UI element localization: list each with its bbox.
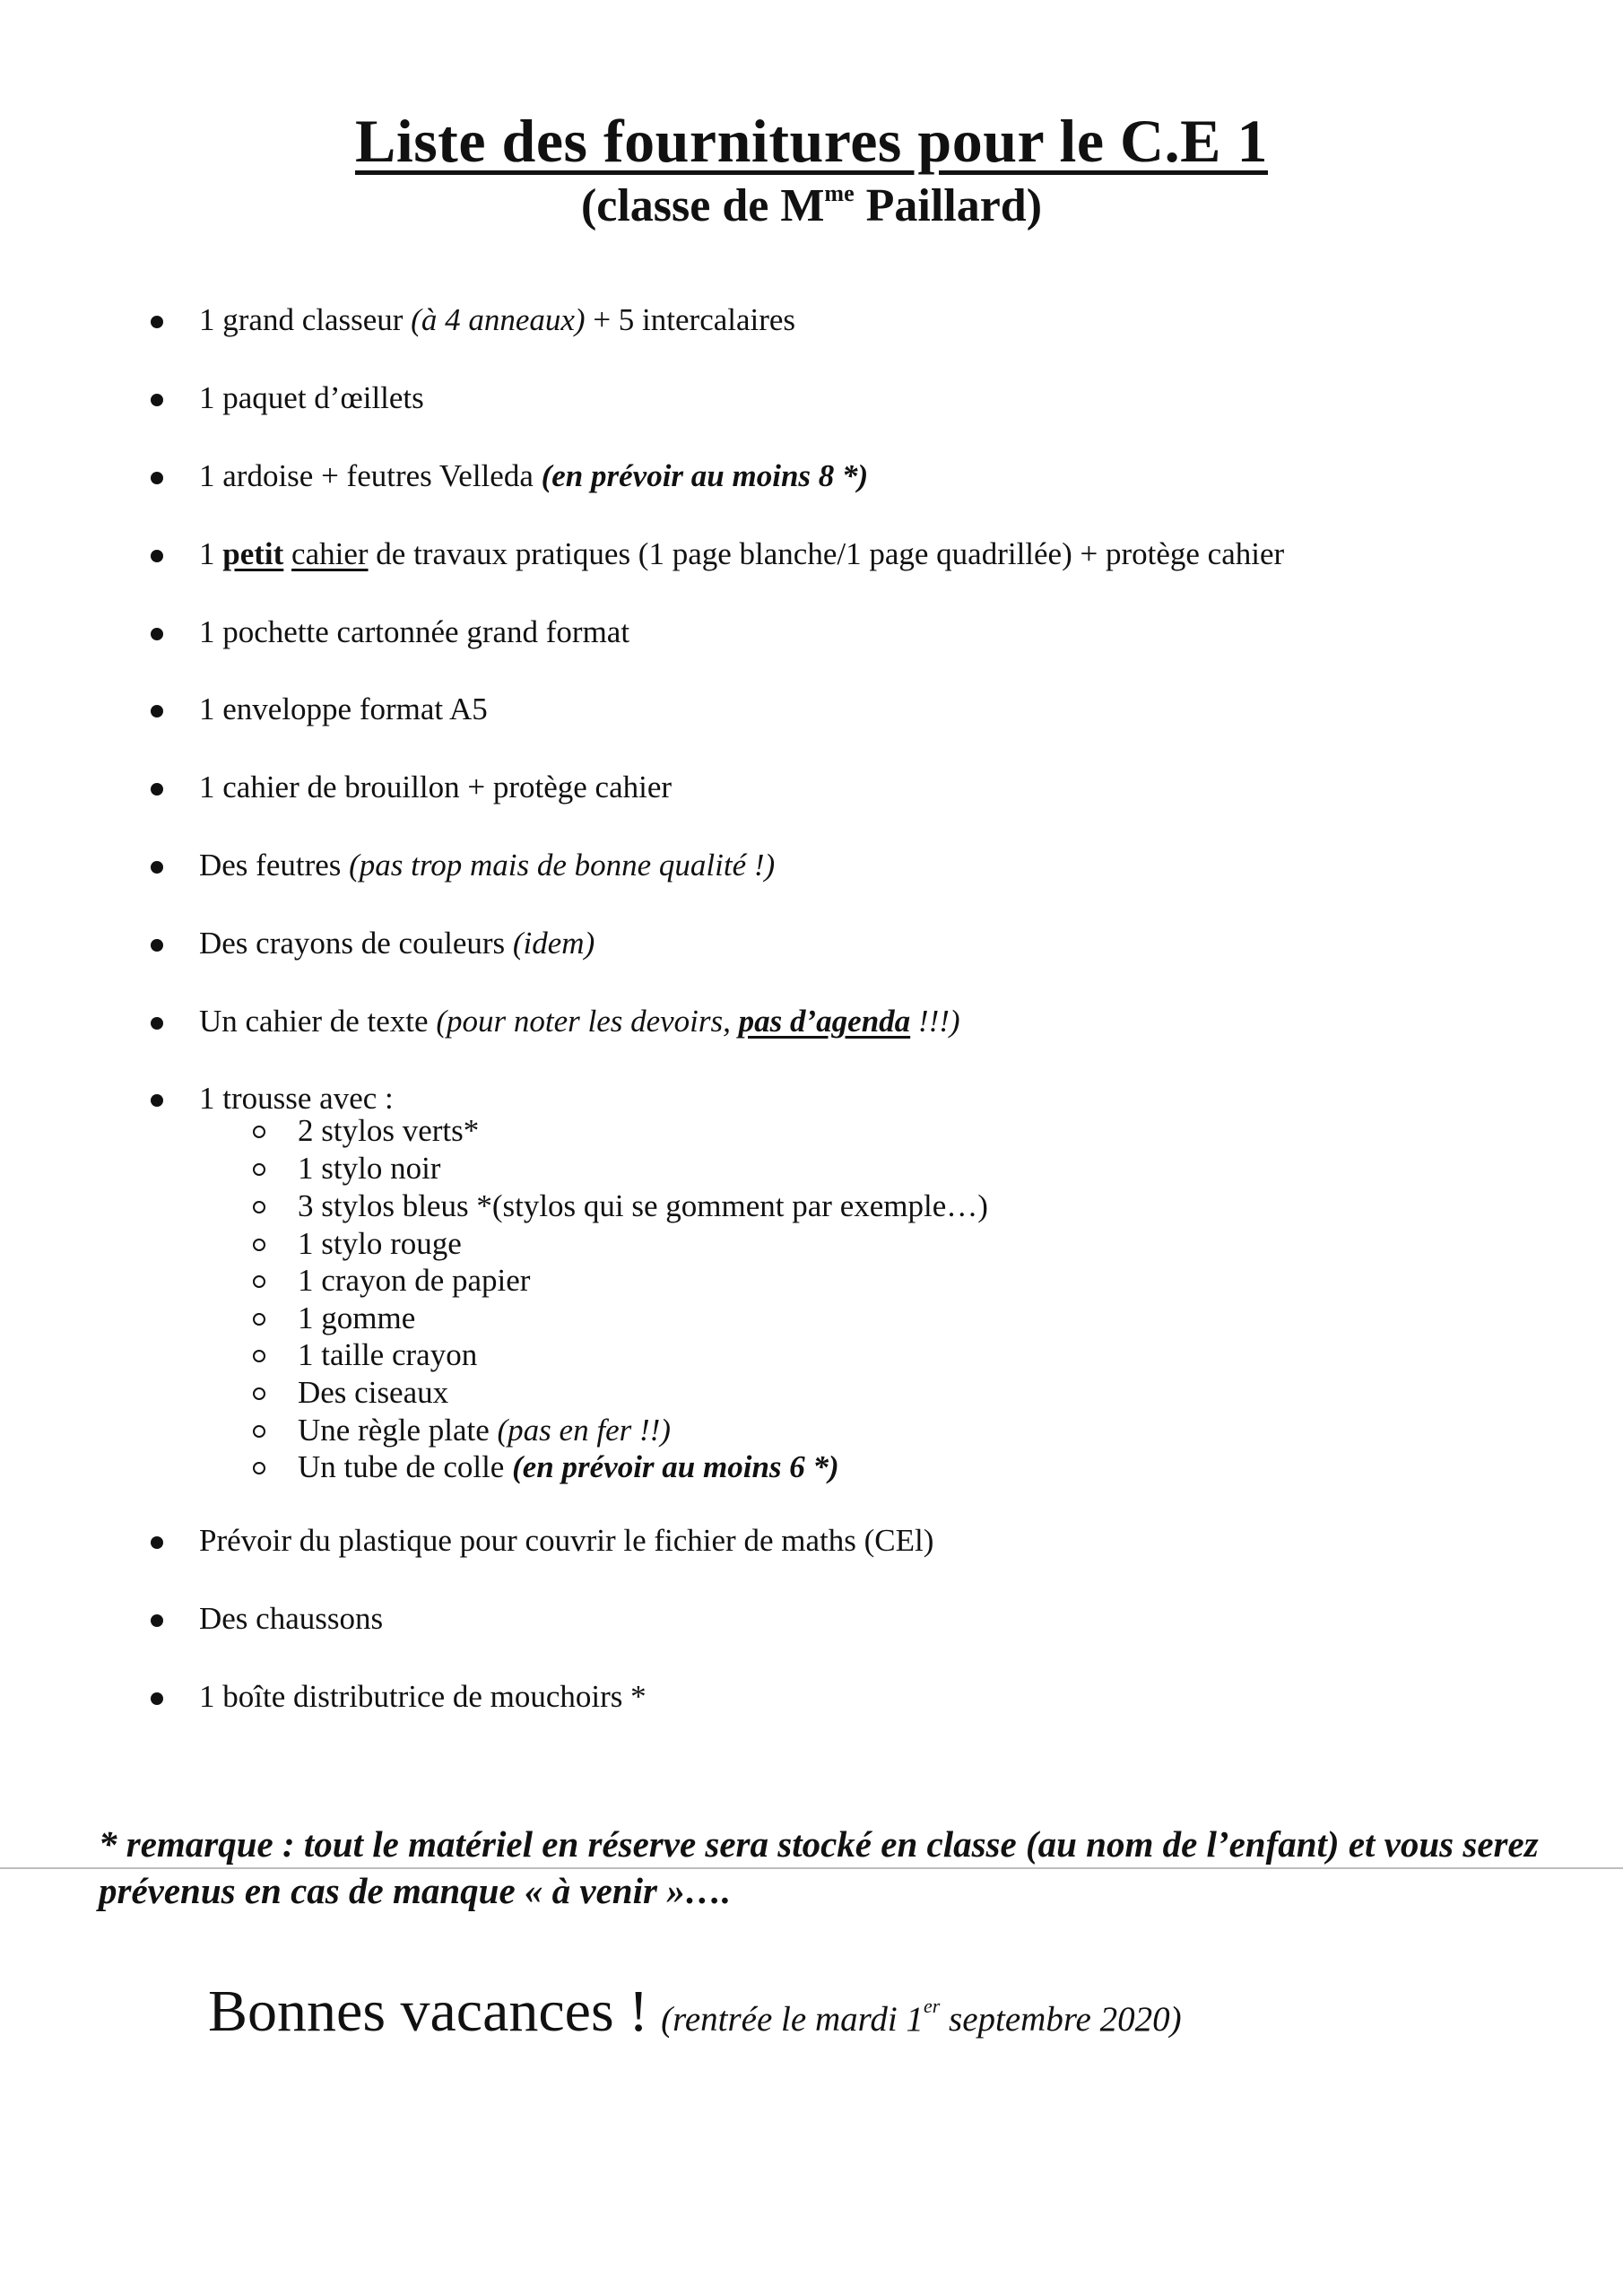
bullet-icon xyxy=(151,394,163,406)
bullet-icon xyxy=(151,705,163,718)
list-item xyxy=(199,1002,960,1041)
text-segment: pas d’agenda xyxy=(738,1004,911,1039)
list-item xyxy=(199,535,1284,574)
circle-bullet-icon xyxy=(253,1350,265,1362)
bullet-icon xyxy=(151,1614,163,1627)
sub-list-item xyxy=(298,1448,839,1486)
list-item xyxy=(199,457,868,496)
circle-bullet-icon xyxy=(253,1387,265,1400)
text-segment: (pour noter les devoirs, xyxy=(436,1004,739,1039)
text-segment: Des ciseaux xyxy=(298,1375,449,1410)
text-segment: 1 stylo noir xyxy=(298,1151,441,1186)
list-item xyxy=(199,1677,647,1717)
bullet-icon xyxy=(151,628,163,640)
list-item xyxy=(199,300,795,340)
text-segment: 1 taille crayon xyxy=(298,1337,478,1372)
sub-list-item xyxy=(298,1112,479,1150)
bullet-icon xyxy=(151,472,163,484)
text-segment: 1 grand classeur xyxy=(199,302,412,337)
circle-bullet-icon xyxy=(253,1313,265,1326)
circle-bullet-icon xyxy=(253,1239,265,1251)
text-segment: 1 stylo rouge xyxy=(298,1226,462,1261)
text-segment: 3 stylos bleus *(stylos qui se gomment par exemple…) xyxy=(298,1188,988,1223)
bullet-icon xyxy=(151,1692,163,1705)
text-segment: 1 xyxy=(199,536,223,571)
text-segment xyxy=(283,536,291,571)
text-segment: (pas trop mais de bonne qualité !) xyxy=(349,848,776,883)
circle-bullet-icon xyxy=(253,1126,265,1138)
bullet-icon xyxy=(151,316,163,328)
circle-bullet-icon xyxy=(253,1425,265,1438)
greeting: Bonnes vacances ! xyxy=(208,1979,649,2044)
text-segment: Une règle plate xyxy=(298,1413,498,1448)
sub-list-item xyxy=(298,1225,462,1263)
footer-message xyxy=(208,1978,1182,2046)
text-segment: 1 trousse avec : xyxy=(199,1081,394,1116)
text-segment: 1 gomme xyxy=(298,1300,416,1335)
text-segment: (idem) xyxy=(512,926,595,961)
text-segment: Des crayons de couleurs xyxy=(199,926,513,961)
school-start-note: (rentrée le mardi 1er septembre 2020) xyxy=(661,1995,1182,2039)
bullet-icon xyxy=(151,550,163,562)
text-segment: Des chaussons xyxy=(199,1601,384,1636)
circle-bullet-icon xyxy=(253,1275,265,1288)
text-segment: (à 4 anneaux) xyxy=(411,302,586,337)
text-segment: 1 cahier de brouillon + protège cahier xyxy=(199,770,673,804)
bullet-icon xyxy=(151,1536,163,1549)
list-item xyxy=(199,378,424,418)
document-title: Liste des fournitures pour le C.E 1 xyxy=(354,107,1269,175)
circle-bullet-icon xyxy=(253,1163,265,1176)
circle-bullet-icon xyxy=(253,1201,265,1213)
text-segment: (en prévoir au moins 8 *) xyxy=(541,458,869,493)
text-segment: Des feutres xyxy=(199,848,350,883)
bullet-icon xyxy=(151,1017,163,1030)
bullet-icon xyxy=(151,939,163,952)
text-segment: 1 boîte distributrice de mouchoirs * xyxy=(199,1679,647,1714)
sub-list-item xyxy=(298,1374,448,1412)
text-segment: Prévoir du plastique pour couvrir le fichier de maths (CEl) xyxy=(199,1523,934,1558)
list-item xyxy=(199,924,595,963)
text-segment: 1 ardoise + feutres Velleda xyxy=(199,458,542,493)
text-segment: (en prévoir au moins 6 *) xyxy=(512,1449,839,1484)
text-segment: 1 enveloppe format A5 xyxy=(199,691,488,726)
list-item xyxy=(199,846,775,885)
text-segment: + 5 intercalaires xyxy=(585,302,796,337)
bullet-icon xyxy=(151,861,163,874)
text-segment: 1 crayon de papier xyxy=(298,1263,531,1298)
list-item xyxy=(199,1599,383,1639)
bullet-icon xyxy=(151,1094,163,1107)
text-segment: 1 paquet d’œillets xyxy=(199,380,424,415)
bullet-icon xyxy=(151,783,163,796)
text-segment: Un cahier de texte xyxy=(199,1004,437,1039)
horizontal-rule xyxy=(0,1867,1623,1869)
list-item xyxy=(199,768,672,807)
circle-bullet-icon xyxy=(253,1462,265,1474)
list-item xyxy=(199,1521,933,1561)
text-segment: 2 stylos verts* xyxy=(298,1113,480,1148)
text-segment: (pas en fer !!) xyxy=(497,1413,671,1448)
text-segment: 1 pochette cartonnée grand format xyxy=(199,614,630,649)
remark-note: * remarque : tout le matériel en réserve sera stocké en classe (au nom de l’enfant) et vous serez prévenus en cas de manque « à venir »…. xyxy=(99,1823,1539,1911)
sub-list-item xyxy=(298,1150,440,1187)
list-item xyxy=(199,690,488,729)
text-segment: de travaux pratiques (1 page blanche/1 page quadrillée) + protège cahier xyxy=(368,536,1285,571)
sub-list-item xyxy=(298,1187,988,1225)
sub-list-item xyxy=(298,1262,530,1300)
sub-list-item xyxy=(298,1336,477,1374)
text-segment: !!!) xyxy=(910,1004,960,1039)
text-segment: cahier xyxy=(291,536,369,571)
document-subtitle: (classe de $M^{me}$ Paillard) xyxy=(580,180,1043,231)
list-item xyxy=(199,613,629,652)
text-segment: Un tube de colle xyxy=(298,1449,513,1484)
sub-list-item xyxy=(298,1300,415,1337)
text-segment: petit xyxy=(222,536,284,571)
sub-list-item xyxy=(298,1412,671,1449)
